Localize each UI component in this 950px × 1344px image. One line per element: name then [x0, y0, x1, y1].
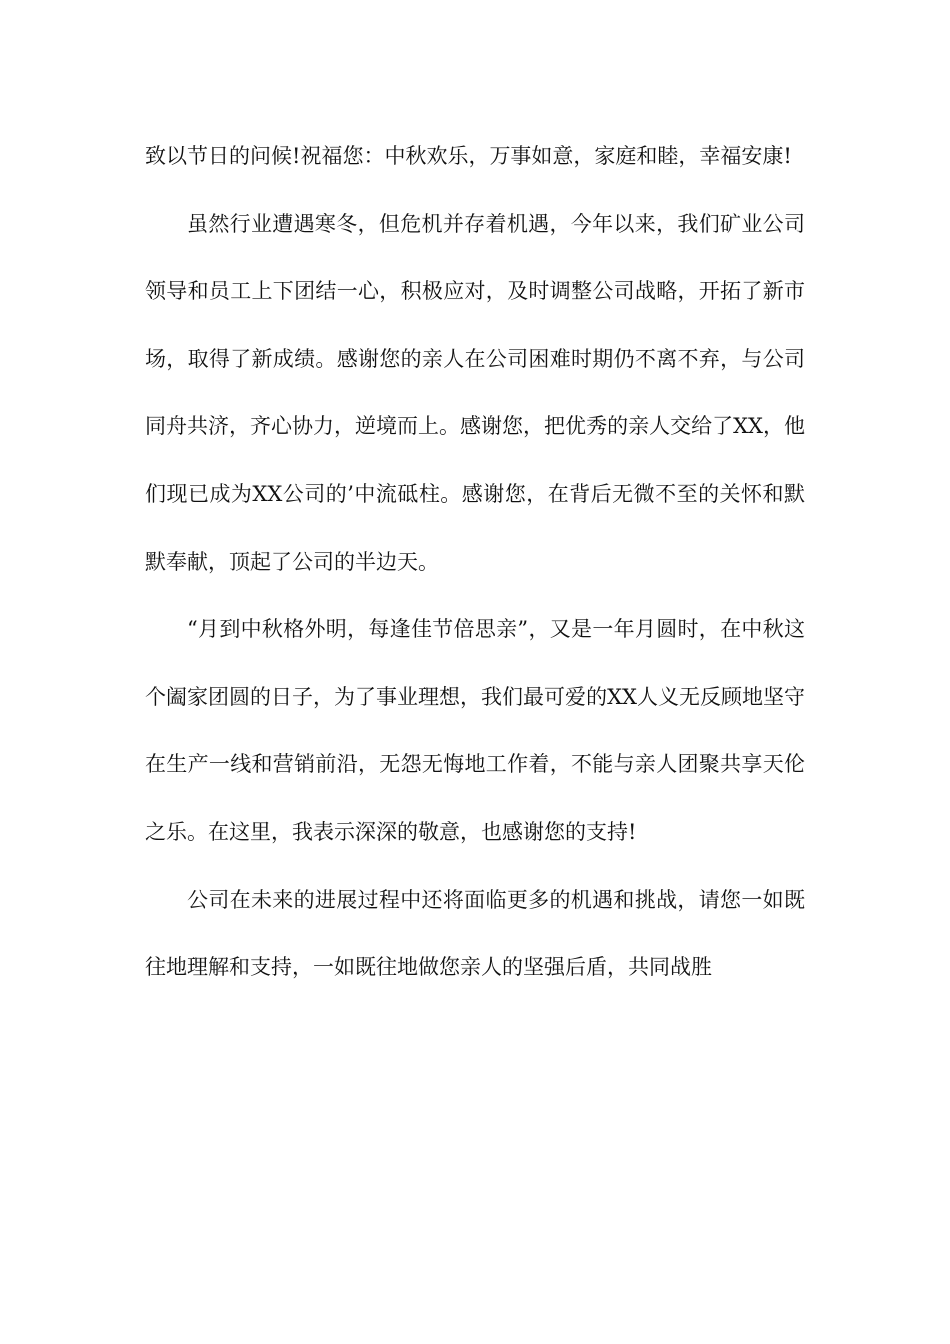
paragraph-greeting: 致以节日的问候!祝福您：中秋欢乐，万事如意，家庭和睦，幸福安康! — [145, 144, 792, 168]
letter-body — [145, 123, 805, 1002]
paragraph-thanks: 虽然行业遭遇寒冬，但危机并存着机遇，今年以来，我们矿业公司领导和员工上下团结一心，积极应对，及时调整公司战略，开拓了新市场，取得了新成绩。感谢您的亲人在公司困难时期仍不离不弃，与公司同舟共济，齐心协力，逆境而上。感谢您，把优秀的亲人交给了XX，他们现已成为XX公司的’中流砥柱。感谢您，在背后无微不至的关怀和默默奉献，顶起了公司的半边天。 — [145, 211, 805, 574]
paragraph-future: 公司在未来的进展过程中还将面临更多的机遇和挑战，请您一如既往地理解和支持，一如既往地做您亲人的坚强后盾，共同战胜 — [145, 887, 805, 980]
paragraph-mid-autumn: “月到中秋格外明，每逢佳节倍思亲”，又是一年月圆时，在中秋这个阖家团圆的日子，为了事业理想，我们最可爱的XX人义无反顾地坚守在生产一线和营销前沿，无怨无悔地工作着，不能与亲人团聚共享天伦之乐。在这里，我表示深深的敬意，也感谢您的支持! — [145, 617, 805, 844]
